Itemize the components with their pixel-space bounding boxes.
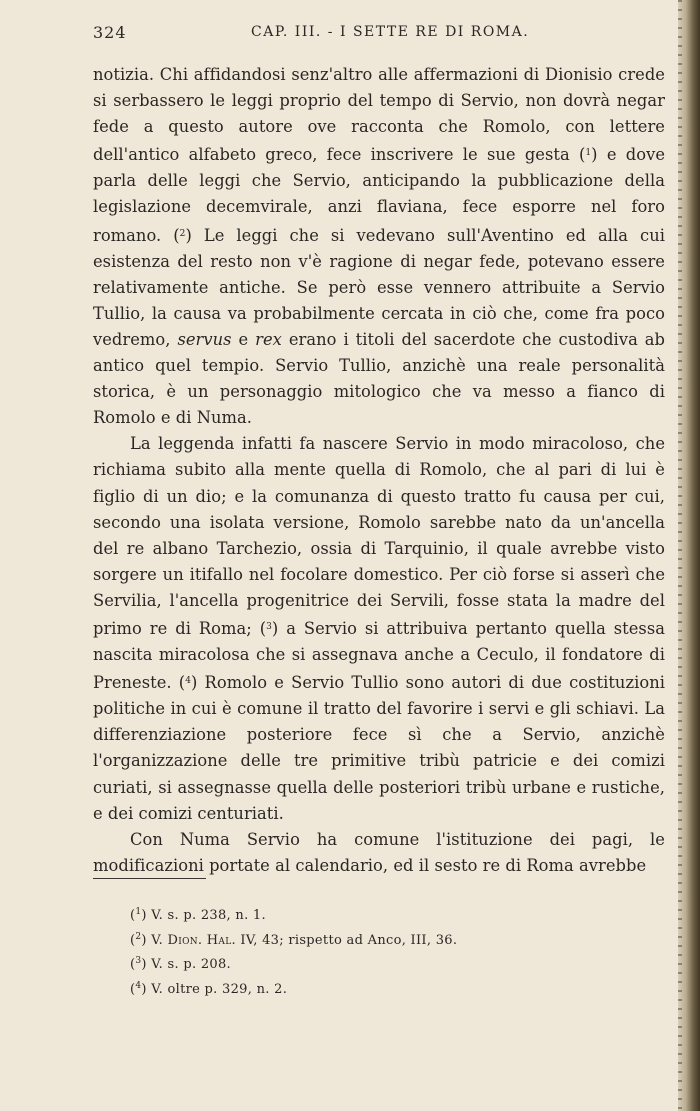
footnote-text: IV, 43; rispetto ad Anco, III, 36.	[235, 932, 458, 948]
footnote: ($^4$) V. oltre p. 329, n. 2.	[130, 980, 288, 997]
page-header	[93, 23, 670, 49]
paragraph-text: erano i titoli del sacerdote che custodiva ab antico quel tempio. Servio Tullio, anzichè una reale personalità storica, è un personaggio mitologico che va messo a fianco di Romolo e di Numa.	[93, 329, 665, 428]
paragraph-text: e	[231, 329, 256, 349]
footnote: ($^3$) V. s. p. 208.	[130, 956, 231, 972]
footnote-ref: 1	[585, 148, 592, 159]
footnote-rule	[93, 878, 206, 879]
footnote-text: V. s. p. 208.	[151, 957, 231, 972]
running-head: CAP. III. - I SETTE RE DI ROMA.	[251, 24, 530, 40]
footnote-number: 4	[135, 980, 142, 991]
footnotes	[130, 902, 630, 1000]
footnote-ref: 3	[266, 621, 272, 632]
body-text	[93, 62, 665, 879]
footnote-ref: 2	[179, 228, 186, 239]
paragraph-1	[93, 62, 665, 431]
paragraph-3: Con Numa Servio ha comune l'istituzione dei pagi, le modificazioni portate al calendario, ed il sesto re di Roma avrebbe	[93, 829, 665, 875]
footnote-text: V. s. p. 238, n. 1.	[151, 908, 266, 923]
footnote-number: 3	[135, 956, 142, 966]
footnote-author: Dion. Hal.	[167, 932, 236, 948]
paragraph-text: notizia. Chi affidandosi senz'altro alle affermazioni di Dionisio crede si serbassero le leggi proprio del tempo di Servio, non dovrà negar fede a questo autore ove racconta che Romolo, con lettere dell'antico alfabeto greco, fece inscrivere le sue gesta (	[93, 65, 665, 165]
paragraph-text: La leggenda infatti fa nascere Servio in modo miracoloso, che richiama subito alla mente quella di Romolo, che al pari di lui è figlio di un dio; e la comunanza di questo tratto fu causa per cui, secondo una isolata versione, Romolo sarebbe nato da un'ancella del re albano Tarchezio, ossia di Tarquinio, il quale avrebbe visto sorgere un itifallo nel focolare domestico. Per ciò forse si asserì che Servilia, l'ancella progenitrice dei Servili, fosse stata la madre del primo re di Roma; (	[93, 434, 665, 638]
footnote-ref: 4	[185, 676, 191, 687]
footnote-text: V. oltre p. 329, n. 2.	[151, 981, 288, 997]
italic-term: rex	[255, 329, 282, 349]
paragraph-text: ) Le leggi che si vedevano sull'Aventino ed alla cui esistenza del resto non v'è ragione di negar fede, potevano essere relativamente antiche. Se però esse vennero attribuite a Servio Tullio, la causa va probabilmente cercata in ciò che, come fra poco vedremo,	[93, 225, 665, 349]
page-number: 324	[93, 23, 127, 42]
footnote: ($^2$) V. Dion. Hal. IV, 43; rispetto ad Anco, III, 36.	[130, 931, 458, 948]
italic-term: servus	[177, 329, 232, 349]
footnote-number: 1	[135, 907, 142, 917]
paragraph-text: ) e dove parla delle leggi che Servio, anticipando la pubblicazione della legislazione decemvirale, anzi flaviana, fece esporre nel foro romano. (	[93, 145, 665, 245]
footnote-number: 2	[135, 931, 142, 942]
footnote: ($^1$) V. s. p. 238, n. 1.	[130, 907, 266, 923]
paragraph-text: ) Romolo e Servio Tullio sono autori di due costituzioni politiche in cui è comune il tratto del favorire i servi e gli schiavi. La differenziazione posteriore fece sì che a Servio, anzichè l'organizzazione delle tre primitive tribù patricie e dei comizi curiati, si assegnasse quella delle posteriori tribù urbane e rustiche, e dei comizi centuriati.	[93, 673, 665, 823]
footnote-text: V.	[151, 932, 168, 948]
paragraph-text: ) a Servio si attribuiva pertanto quella stessa nascita miracolosa che si assegnava anche a Ceculo, il fondatore di Preneste. (	[93, 618, 665, 693]
paragraph-2	[93, 431, 665, 826]
page-edge-shadow	[678, 0, 700, 1111]
